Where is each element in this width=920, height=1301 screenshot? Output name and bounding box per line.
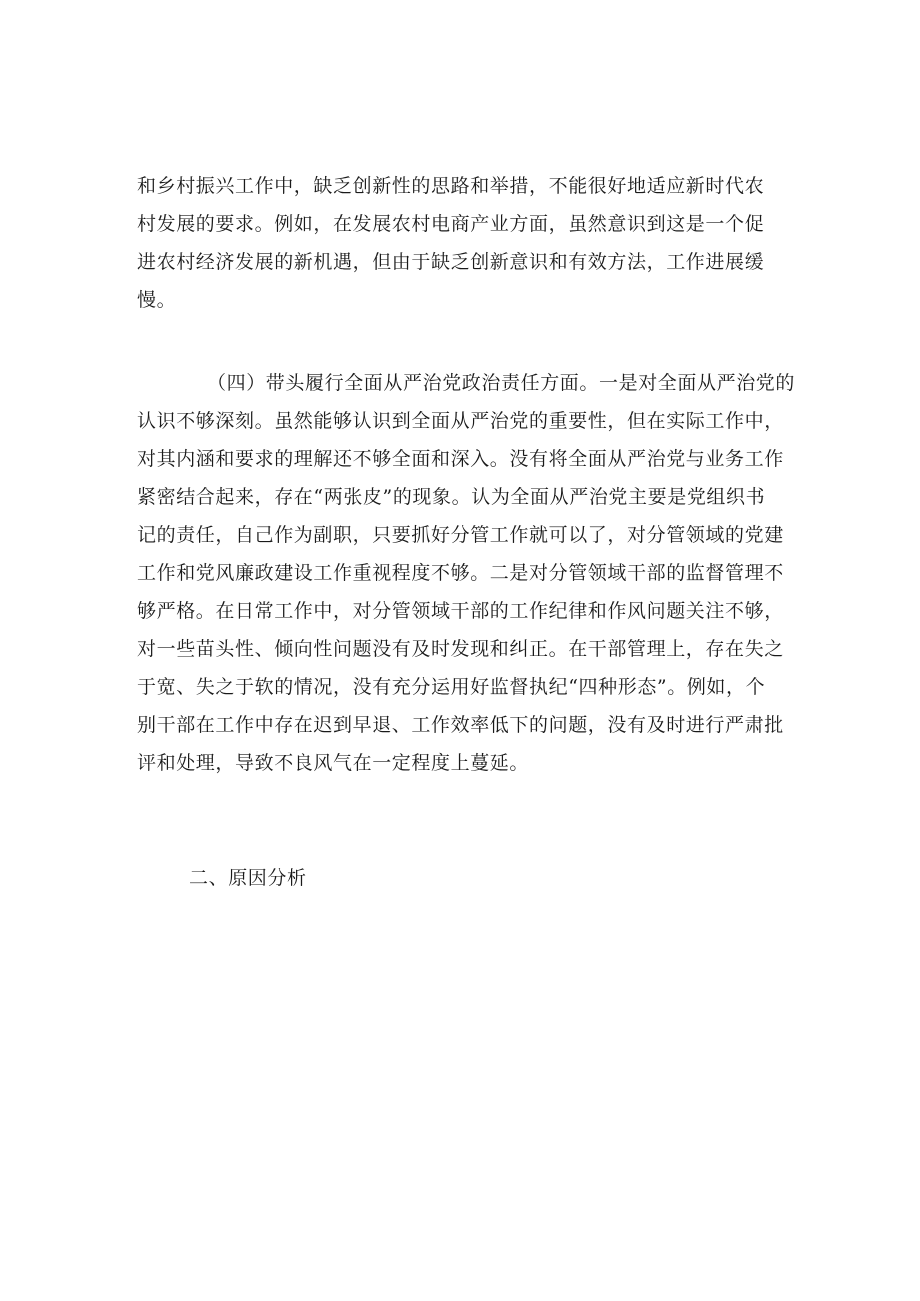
paragraph-line: 够严格。在日常工作中，对分管领域干部的工作纪律和作风问题关注不够， (137, 600, 784, 622)
paragraph-line: 村发展的要求。例如，在发展农村电商产业方面，虽然意识到这是一个促 (137, 213, 765, 235)
paragraph-line: 和乡村振兴工作中，缺乏创新性的思路和举措，不能很好地适应新时代农 (137, 175, 765, 197)
paragraph-line: 评和处理，导致不良风气在一定程度上蔓延。 (137, 752, 530, 774)
paragraph-line: 工作和党风廉政建设工作重视程度不够。二是对分管领域干部的监督管理不 (137, 562, 784, 584)
paragraph-line: 记的责任，自己作为副职，只要抓好分管工作就可以了，对分管领域的党建 (137, 524, 784, 546)
paragraph-line: 紧密结合起来，存在“两张皮”的现象。认为全面从严治党主要是党组织书 (137, 486, 766, 508)
paragraph-line: 慢。 (137, 289, 177, 311)
paragraph-line: 别干部在工作中存在迟到早退、工作效率低下的问题，没有及时进行严肃批 (137, 714, 784, 736)
paragraph-continued (137, 167, 797, 319)
paragraph-line: 对其内涵和要求的理解还不够全面和深入。没有将全面从严治党与业务工作 (137, 448, 784, 470)
section-heading: 二、原因分析 (189, 867, 307, 889)
paragraph-line: 进农村经济发展的新机遇，但由于缺乏创新意识和有效方法，工作进展缓 (137, 251, 765, 273)
paragraph-four (137, 364, 797, 782)
paragraph-line: 认识不够深刻。虽然能够认识到全面从严治党的重要性，但在实际工作中， (137, 410, 784, 432)
paragraph-line: （四）带头履行全面从严治党政治责任方面。一是对全面从严治党的 (207, 372, 796, 394)
section-heading-block (137, 859, 797, 897)
paragraph-line: 于宽、失之于软的情况，没有充分运用好监督执纪“四种形态”。例如，个 (137, 676, 766, 698)
paragraph-line: 对一些苗头性、倾向性问题没有及时发现和纠正。在干部管理上，存在失之 (137, 638, 784, 660)
